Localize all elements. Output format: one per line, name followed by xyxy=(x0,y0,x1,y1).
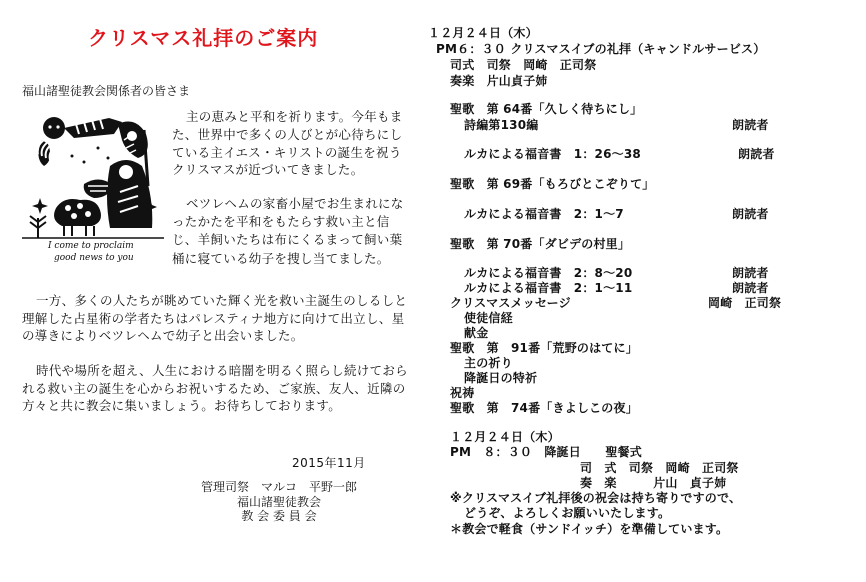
reading-luke-1-26: ルカによる福音書 1：26～38 xyxy=(464,147,641,161)
lords-prayer: 主の祈り xyxy=(464,356,513,370)
reader-label-2: 朗読者 xyxy=(738,147,775,161)
service2-organist: 奏 楽 片山 貞子姉 xyxy=(580,476,727,490)
apostles-creed: 使徒信経 xyxy=(464,311,513,325)
service-schedule xyxy=(420,0,866,582)
signature-block xyxy=(196,480,362,524)
service1-date: １２月２４日（木） xyxy=(428,26,538,40)
note-request: どうぞ、よろしくお願いいたします。 xyxy=(464,506,671,520)
hymn-69: 聖歌 第 69番「もろびとこぞりて」 xyxy=(450,177,655,191)
paragraph-blessing xyxy=(172,108,412,179)
hymn-91: 聖歌 第 91番「荒野のはてに」 xyxy=(450,341,638,355)
paragraph-invitation xyxy=(22,362,414,415)
reader-label-4: 朗読者 xyxy=(732,266,769,280)
reading-luke-2-1: ルカによる福音書 2：1～7 xyxy=(464,207,624,221)
christmas-collect: 降誕日の特祈 xyxy=(464,371,538,385)
service1-organist: 奏楽 片山貞子姉 xyxy=(450,74,548,88)
paragraph-blessing-text: 主の恵みと平和を祈ります。今年もまた、世界中で多くの人びとが心待ちにしている主イエス・キリストの誕生を祝うクリスマスが近づいてきました。 xyxy=(172,109,403,178)
note-potluck: ※クリスマスイブ礼拝後の祝会は持ち寄りですので、 xyxy=(450,491,742,505)
message-speaker: 岡崎 正司祭 xyxy=(708,296,782,310)
paragraph-magi-text: 一方、多くの人たちが眺めていた輝く光を救い主誕生のしるしと理解した占星術の学者たちはパレスティナ地方に向けて出立し、星の導きによりベツレヘムで幼子と出会いました。 xyxy=(22,293,408,344)
signature-church: 福山諸聖徒教会 xyxy=(236,494,321,509)
blessing: 祝祷 xyxy=(450,386,475,400)
reader-label-1: 朗読者 xyxy=(732,118,769,132)
service1-title: PM６：３０ クリスマスイブの礼拝（キャンドルサービス） xyxy=(436,42,766,56)
letter-date: 2015年11月 xyxy=(292,456,366,470)
invitation-column xyxy=(0,0,430,582)
greeting: 福山諸聖徒教会関係者の皆さま xyxy=(22,84,191,98)
reading-luke-2-8: ルカによる福音書 2：8～20 xyxy=(464,266,633,280)
note-sandwiches: ＊教会で軽食（サンドイッチ）を準備しています。 xyxy=(450,522,729,536)
reader-label-5: 朗読者 xyxy=(732,281,769,295)
nativity-art-icon xyxy=(14,100,172,268)
signature-priest: 管理司祭 マルコ 平野一郎 xyxy=(200,480,357,494)
hymn-64: 聖歌 第 64番「久しく待ちにし」 xyxy=(450,102,643,116)
reading-luke-2-1b: ルカによる福音書 2：1～11 xyxy=(464,281,633,295)
signature-committee: 教 会 委 員 会 xyxy=(241,509,317,523)
hymn-74: 聖歌 第 74番「きよしこの夜」 xyxy=(450,401,638,415)
service2-title: PM ８：３０ 降誕日 聖餐式 xyxy=(450,445,642,459)
hymn-70: 聖歌 第 70番「ダビデの村里」 xyxy=(450,237,631,251)
psalm-130: 詩編第130編 xyxy=(464,118,539,132)
service1-officiant: 司式 司祭 岡崎 正司祭 xyxy=(450,58,597,72)
page-title: クリスマス礼拝のご案内 xyxy=(88,26,319,50)
service2-officiant: 司 式 司祭 岡崎 正司祭 xyxy=(580,461,739,475)
reader-label-3: 朗読者 xyxy=(732,207,769,221)
paragraph-bethlehem-text: ベツレヘムの家畜小屋でお生まれになったかたを平和をもたらす救い主と信じ、羊飼いたちは布にくるまって飼い葉桶に寝ている幼子を捜し当てました。 xyxy=(172,196,404,266)
offering: 献金 xyxy=(464,326,489,340)
art-caption-line1: I come to proclaim xyxy=(48,241,134,251)
service2-date: １２月２４日（木） xyxy=(450,430,560,444)
paragraph-invitation-text: 時代や場所を超え、人生における暗闇を明るく照らし続けておられる救い主の誕生を心からお祝いするため、ご家族、友人、近隣の方々と共に教会に集いましょう。お待ちしております。 xyxy=(22,363,408,414)
paragraph-bethlehem xyxy=(172,195,412,268)
christmas-message: クリスマスメッセージ xyxy=(450,296,571,310)
art-caption-line2: good news to you xyxy=(54,253,134,263)
paragraph-magi xyxy=(22,292,414,345)
nativity-illustration xyxy=(14,100,172,268)
